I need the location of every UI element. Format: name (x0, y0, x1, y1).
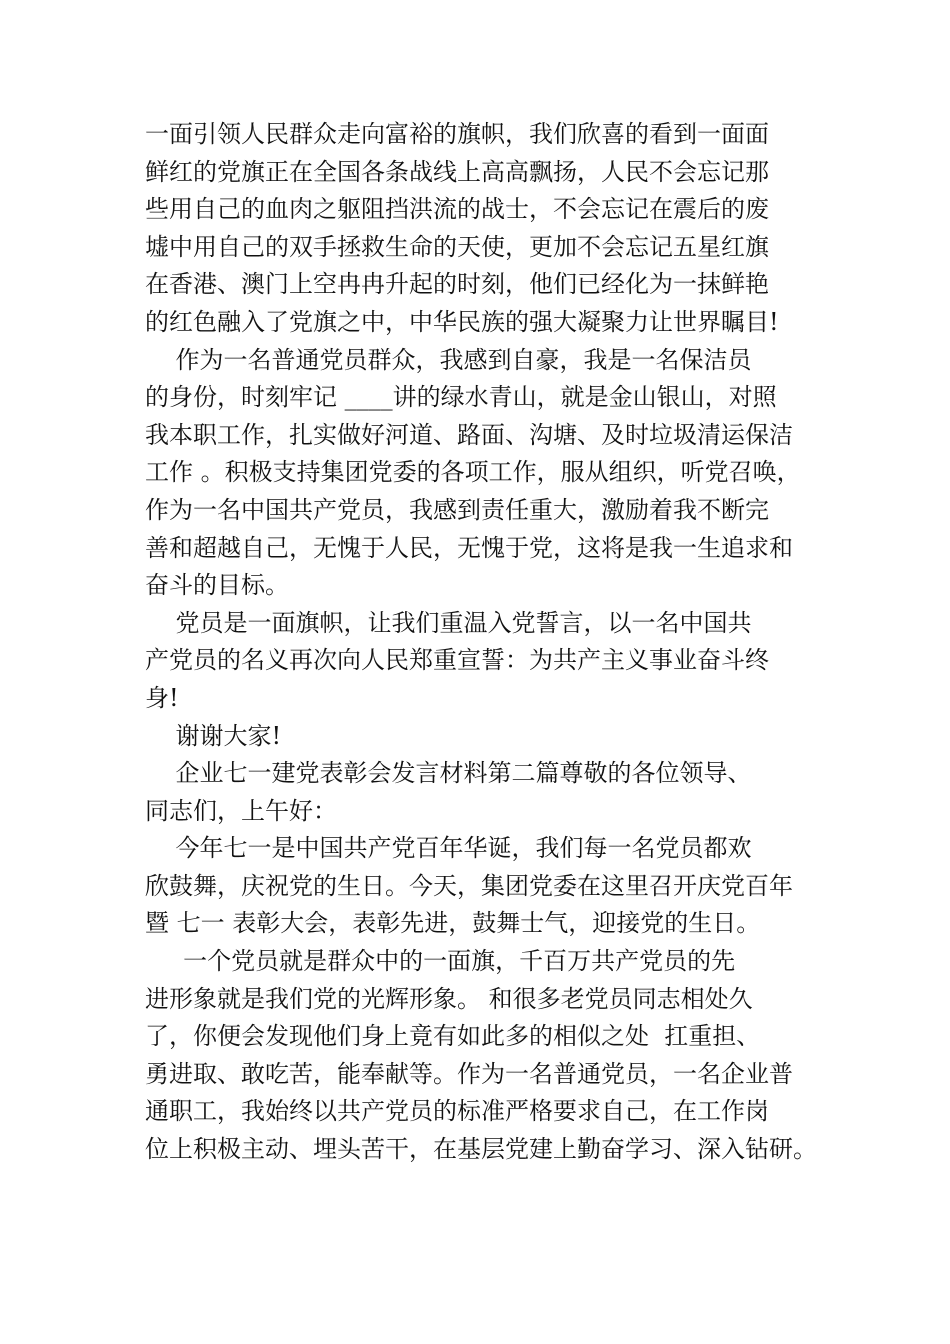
text-line: 产党员的名义再次向人民郑重宣誓：为共产主义事业奋斗终 (145, 646, 769, 675)
text-line: 一面引领人民群众走向富裕的旗帜，我们欣喜的看到一面面 (145, 120, 769, 148)
document-body (145, 116, 835, 1169)
text-line: 欣鼓舞，庆祝党的生日。今天，集团党委在这里召开庆党百年 (145, 871, 793, 900)
text-line: 奋斗的目标。 (145, 571, 289, 600)
text-line: 工作 。积极支持集团党委的各项工作，服从组织，听党召唤， (145, 458, 801, 487)
text-line: 作为一名中国共产党员，我感到责任重大，激励着我不断完 (145, 495, 769, 524)
text-line: 通职工，我始终以共产党员的标准严格要求自己，在工作岗 (145, 1097, 769, 1126)
text-line: 位上积极主动、埋头苦干，在基层党建上勤奋学习、深入钻研。 (145, 1135, 817, 1164)
text-line: 善和超越自己，无愧于人民，无愧于党，这将是我一生追求和 (145, 533, 793, 562)
text-line: 一个党员就是群众中的一面旗，千百万共产党员的先 (145, 947, 736, 976)
text-line: 进形象就是我们党的光辉形象。 和很多老党员同志相处久 (145, 984, 753, 1013)
text-line: 我本职工作，扎实做好河道、路面、沟塘、及时垃圾清运保洁 (145, 420, 793, 449)
text-line: 了，你便会发现他们身上竟有如此多的相似之处 扛重担、 (145, 1022, 761, 1051)
text-line: 墟中用自己的双手拯救生命的天使，更加不会忘记五星红旗 (145, 232, 769, 261)
text-line: 的身份，时刻牢记 ____讲的绿水青山，就是金山银山，对照 (145, 383, 777, 412)
text-line: 的红色融入了党旗之中，中华民族的强大凝聚力让世界瞩目! (145, 307, 779, 336)
text-line: 鲜红的党旗正在全国各条战线上高高飘扬，人民不会忘记那 (145, 157, 769, 186)
text-line: 在香港、澳门上空冉冉升起的时刻，他们已经化为一抹鲜艳 (145, 270, 769, 299)
text-line: 党员是一面旗帜，让我们重温入党誓言，以一名中国共 (145, 608, 752, 637)
text-line: 些用自己的血肉之躯阻挡洪流的战士，不会忘记在震后的废 (145, 195, 769, 224)
text-line: 企业七一建党表彰会发言材料第二篇尊敬的各位领导、 (145, 759, 752, 788)
text-line: 今年七一是中国共产党百年华诞，我们每一名党员都欢 (145, 834, 752, 863)
text-line: 谢谢大家! (145, 721, 282, 750)
text-line: 同志们，上午好： (145, 796, 337, 825)
text-line: 暨 七一 表彰大会，表彰先进，鼓舞士气，迎接党的生日。 (145, 909, 761, 938)
text-line: 勇进取、敢吃苦，能奉献等。作为一名普通党员，一名企业普 (145, 1059, 793, 1088)
text-line: 身! (145, 683, 179, 712)
text-line: 作为一名普通党员群众，我感到自豪，我是一名保洁员 (145, 345, 752, 374)
